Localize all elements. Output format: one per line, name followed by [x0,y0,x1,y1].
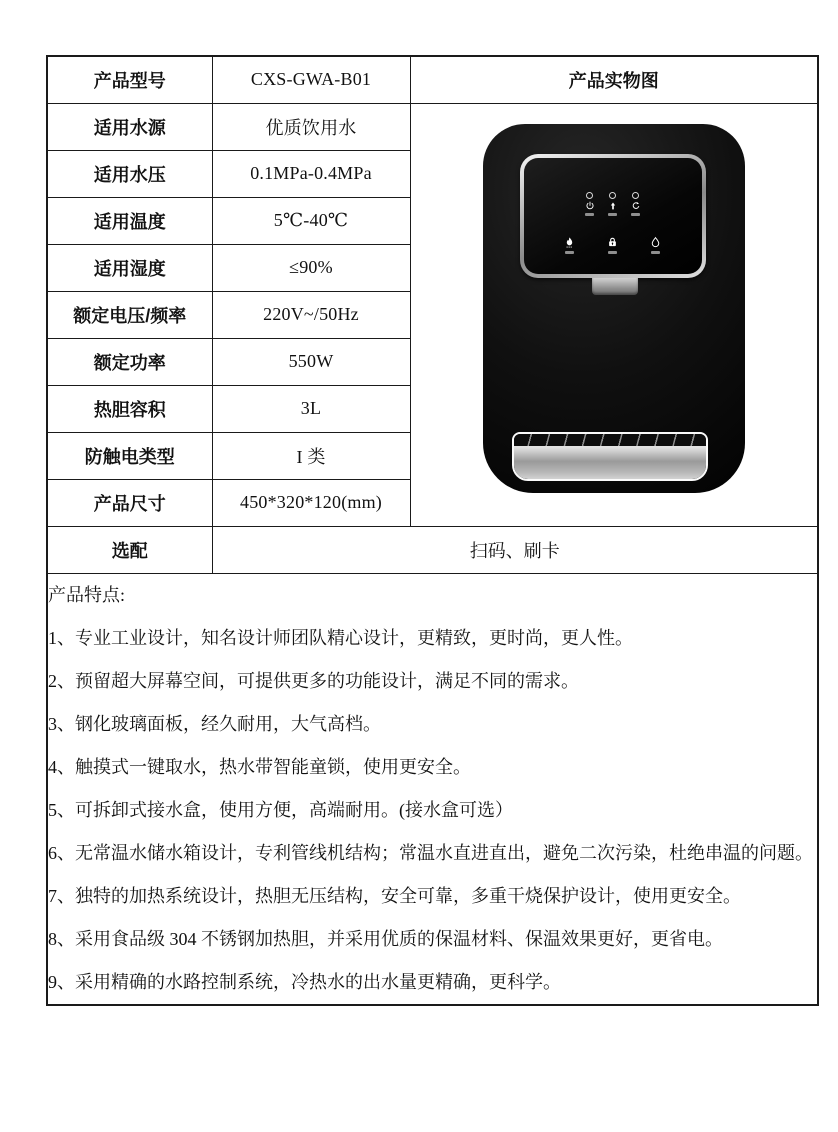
spec-value: 0.1MPa-0.4MPa [212,150,410,197]
spec-label: 热胆容积 [47,385,212,432]
drip-tray-front [514,447,706,479]
feature-item: 8、采用食品级 304 不锈钢加热胆，并采用优质的保温材料、保温效果更好，更省电。 [48,928,723,949]
spec-value: 优质饮用水 [212,103,410,150]
child-lock-icon [606,236,619,249]
feature-item: 5、可拆卸式接水盒，使用方便，高端耐用。(接水盒可选） [48,799,513,820]
icon-caption [608,213,617,216]
water-dispenser-photo [483,124,745,493]
spec-label: 产品尺寸 [47,479,212,526]
ambient-water-button [649,236,662,254]
spec-value: 3L [212,385,410,432]
spec-label: 产品型号 [47,56,212,103]
icon-caption [565,251,574,254]
dispenser-spout [592,278,638,295]
option-row [47,526,818,573]
feature-item: 1、专业工业设计，知名设计师团队精心设计，更精致，更时尚，更人性。 [48,627,633,648]
spec-value: 5℃-40℃ [212,197,410,244]
hot-water-button [563,236,576,254]
table-row [47,56,818,103]
reboil-icon [631,201,641,211]
spec-label: 选配 [47,526,212,573]
spec-label: 适用湿度 [47,244,212,291]
icon-caption [608,251,617,254]
product-photo-cell [410,103,818,526]
spec-label: 适用水源 [47,103,212,150]
spec-label: 额定电压/频率 [47,291,212,338]
water-drop-icon [649,236,662,249]
spec-value: 450*320*120(mm) [212,479,410,526]
spec-value: CXS-GWA-B01 [212,56,410,103]
spec-value: 550W [212,338,410,385]
heat-arrow-icon [608,201,618,211]
status-indicator-row [524,192,702,216]
feature-item: 4、触摸式一键取水，热水带智能童锁，使用更安全。 [48,756,471,777]
option-value: 扫码、刷卡 [212,526,818,573]
feature-item: 3、钢化玻璃面板，经久耐用，大气高档。 [48,713,381,734]
feature-item: 2、预留超大屏幕空间，可提供更多的功能设计，满足不同的需求。 [48,670,579,691]
indicator-dot [632,192,639,199]
spec-value: 220V~/50Hz [212,291,410,338]
features-cell [47,573,818,1005]
feature-item: 9、采用精确的水路控制系统，冷热水的出水量更精确，更科学。 [48,971,561,992]
control-panel-screen [524,158,702,274]
feature-item: 7、独特的加热系统设计，热胆无压结构，安全可靠，多重干烧保护设计，使用更安全。 [48,885,741,906]
features-title: 产品特点: [48,584,126,605]
icon-caption [631,213,640,216]
power-icon [585,201,595,211]
indicator-dot [586,192,593,199]
photo-column-header: 产品实物图 [410,56,818,103]
icon-caption [585,213,594,216]
feature-item: 6、无常温水储水箱设计，专利管线机结构；常温水直进直出，避免二次污染，杜绝串温的问题。 [48,842,813,863]
spec-value: I 类 [212,432,410,479]
status-power [585,192,595,216]
icon-caption [651,251,660,254]
hot-water-flame-icon [563,236,576,249]
spec-label: 适用温度 [47,197,212,244]
drip-tray [512,432,708,481]
product-spec-table [46,55,819,1006]
touch-button-row [524,236,702,254]
table-row [47,103,818,150]
drip-tray-grille [514,434,706,447]
control-panel [520,154,706,278]
status-heating [608,192,618,216]
spec-label: 适用水压 [47,150,212,197]
spec-value: ≤90% [212,244,410,291]
spec-label: 额定功率 [47,338,212,385]
spec-label: 防触电类型 [47,432,212,479]
child-lock-button [606,236,619,254]
indicator-dot [609,192,616,199]
status-reboil [631,192,641,216]
features-row [47,573,818,1005]
